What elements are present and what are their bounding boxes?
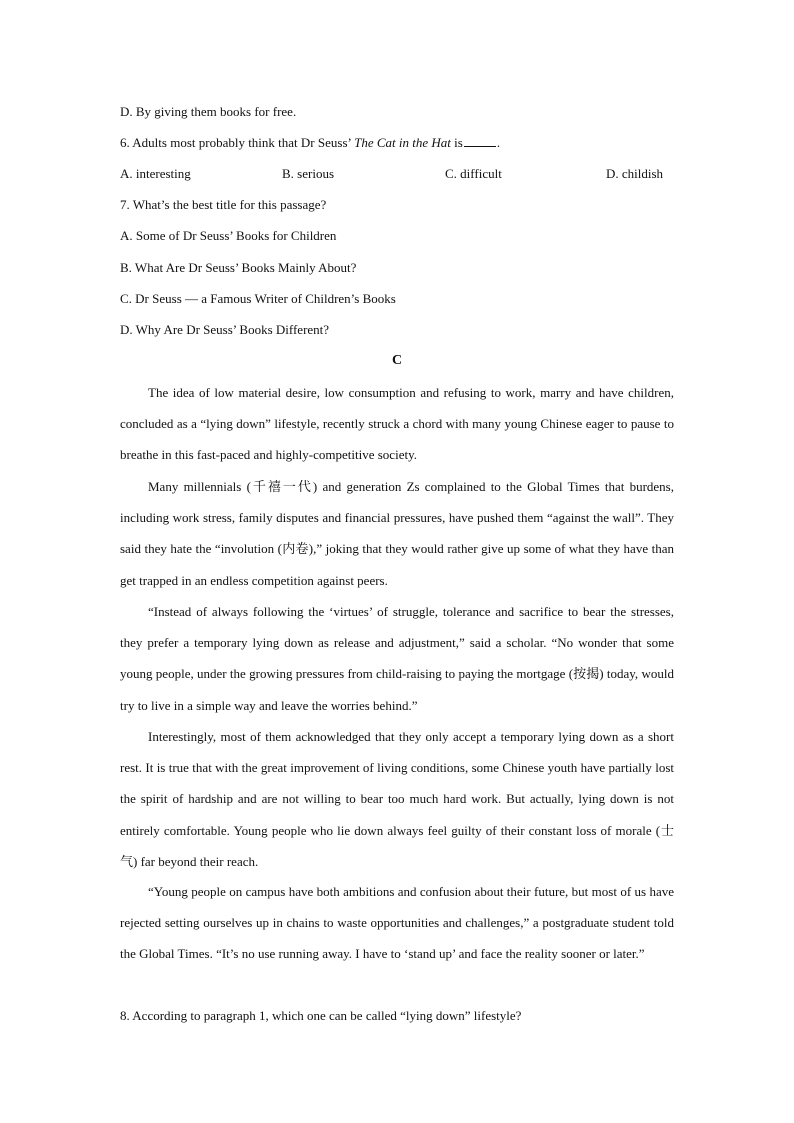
- passage-paragraph-4: Interestingly, most of them acknowledged that they only accept a temporary lying down as a short rest. It is true that with the great improvement of living conditions, some Chinese youth have partially lost the spirit of hardship and are not willing to bear too much hard work. But actually, lying down is not entirely comfortable. Young people who lie down always feel guilty of their constant loss of morale (士气) far beyond their reach.: [120, 729, 674, 869]
- q7-option-a: A. Some of Dr Seuss’ Books for Children: [120, 228, 337, 243]
- q7-option-c: C. Dr Seuss — a Famous Writer of Children’s Books: [120, 291, 396, 306]
- q6-stem-prefix: 6. Adults most probably think that Dr Seuss’: [120, 135, 355, 150]
- q6-stem-period: .: [496, 135, 501, 150]
- q7-option-b: B. What Are Dr Seuss’ Books Mainly About?: [120, 260, 357, 275]
- q6-options: [120, 165, 680, 183]
- q6-option-d: D. childish: [606, 166, 664, 181]
- answer-blank: [464, 134, 496, 147]
- passage-paragraph-3: “Instead of always following the ‘virtues’ of struggle, tolerance and sacrifice to bear the stresses, they prefer a temporary lying down as release and adjustment,” said a scholar. “No wonder that some young people, under the growing pressures from child-raising to paying the mortgage (按揭) today, would try to live in a simple way and leave the worries behind.”: [120, 604, 674, 713]
- q7-stem: 7. What’s the best title for this passage?: [120, 197, 327, 212]
- q6-stem: [120, 134, 500, 152]
- q7-option-d: D. Why Are Dr Seuss’ Books Different?: [120, 322, 330, 337]
- passage-paragraph-5: “Young people on campus have both ambitions and confusion about their future, but most of us have rejected setting ourselves up in chains to waste opportunities and challenges,” a postgraduate student told the Global Times. “It’s no use running away. I have to ‘stand up’ and face the reality sooner or later.”: [120, 884, 674, 962]
- q5-option-d: D. By giving them books for free.: [120, 104, 297, 119]
- q6-option-b: B. serious: [282, 166, 334, 181]
- passage-paragraph-1: The idea of low material desire, low consumption and refusing to work, marry and have children, concluded as a “lying down” lifestyle, recently struck a chord with many young Chinese eager to pause to breathe in this fast-paced and highly-competitive society.: [120, 385, 674, 463]
- q6-stem-is: is: [450, 135, 463, 150]
- q6-option-c: C. difficult: [445, 166, 502, 181]
- q6-option-a: A. interesting: [120, 166, 191, 181]
- q6-book-title: The Cat in the Hat: [354, 135, 451, 150]
- section-heading: C: [391, 353, 403, 368]
- passage-paragraph-2: Many millennials (千禧一代) and generation Zs complained to the Global Times that burdens, including work stress, family disputes and financial pressures, have pushed them “against the wall”. They said they hate the “involution (内卷),” joking that they would rather give up some of what they have than get trapped in an endless competition against peers.: [120, 479, 674, 588]
- q8-stem: 8. According to paragraph 1, which one can be called “lying down” lifestyle?: [120, 1008, 522, 1023]
